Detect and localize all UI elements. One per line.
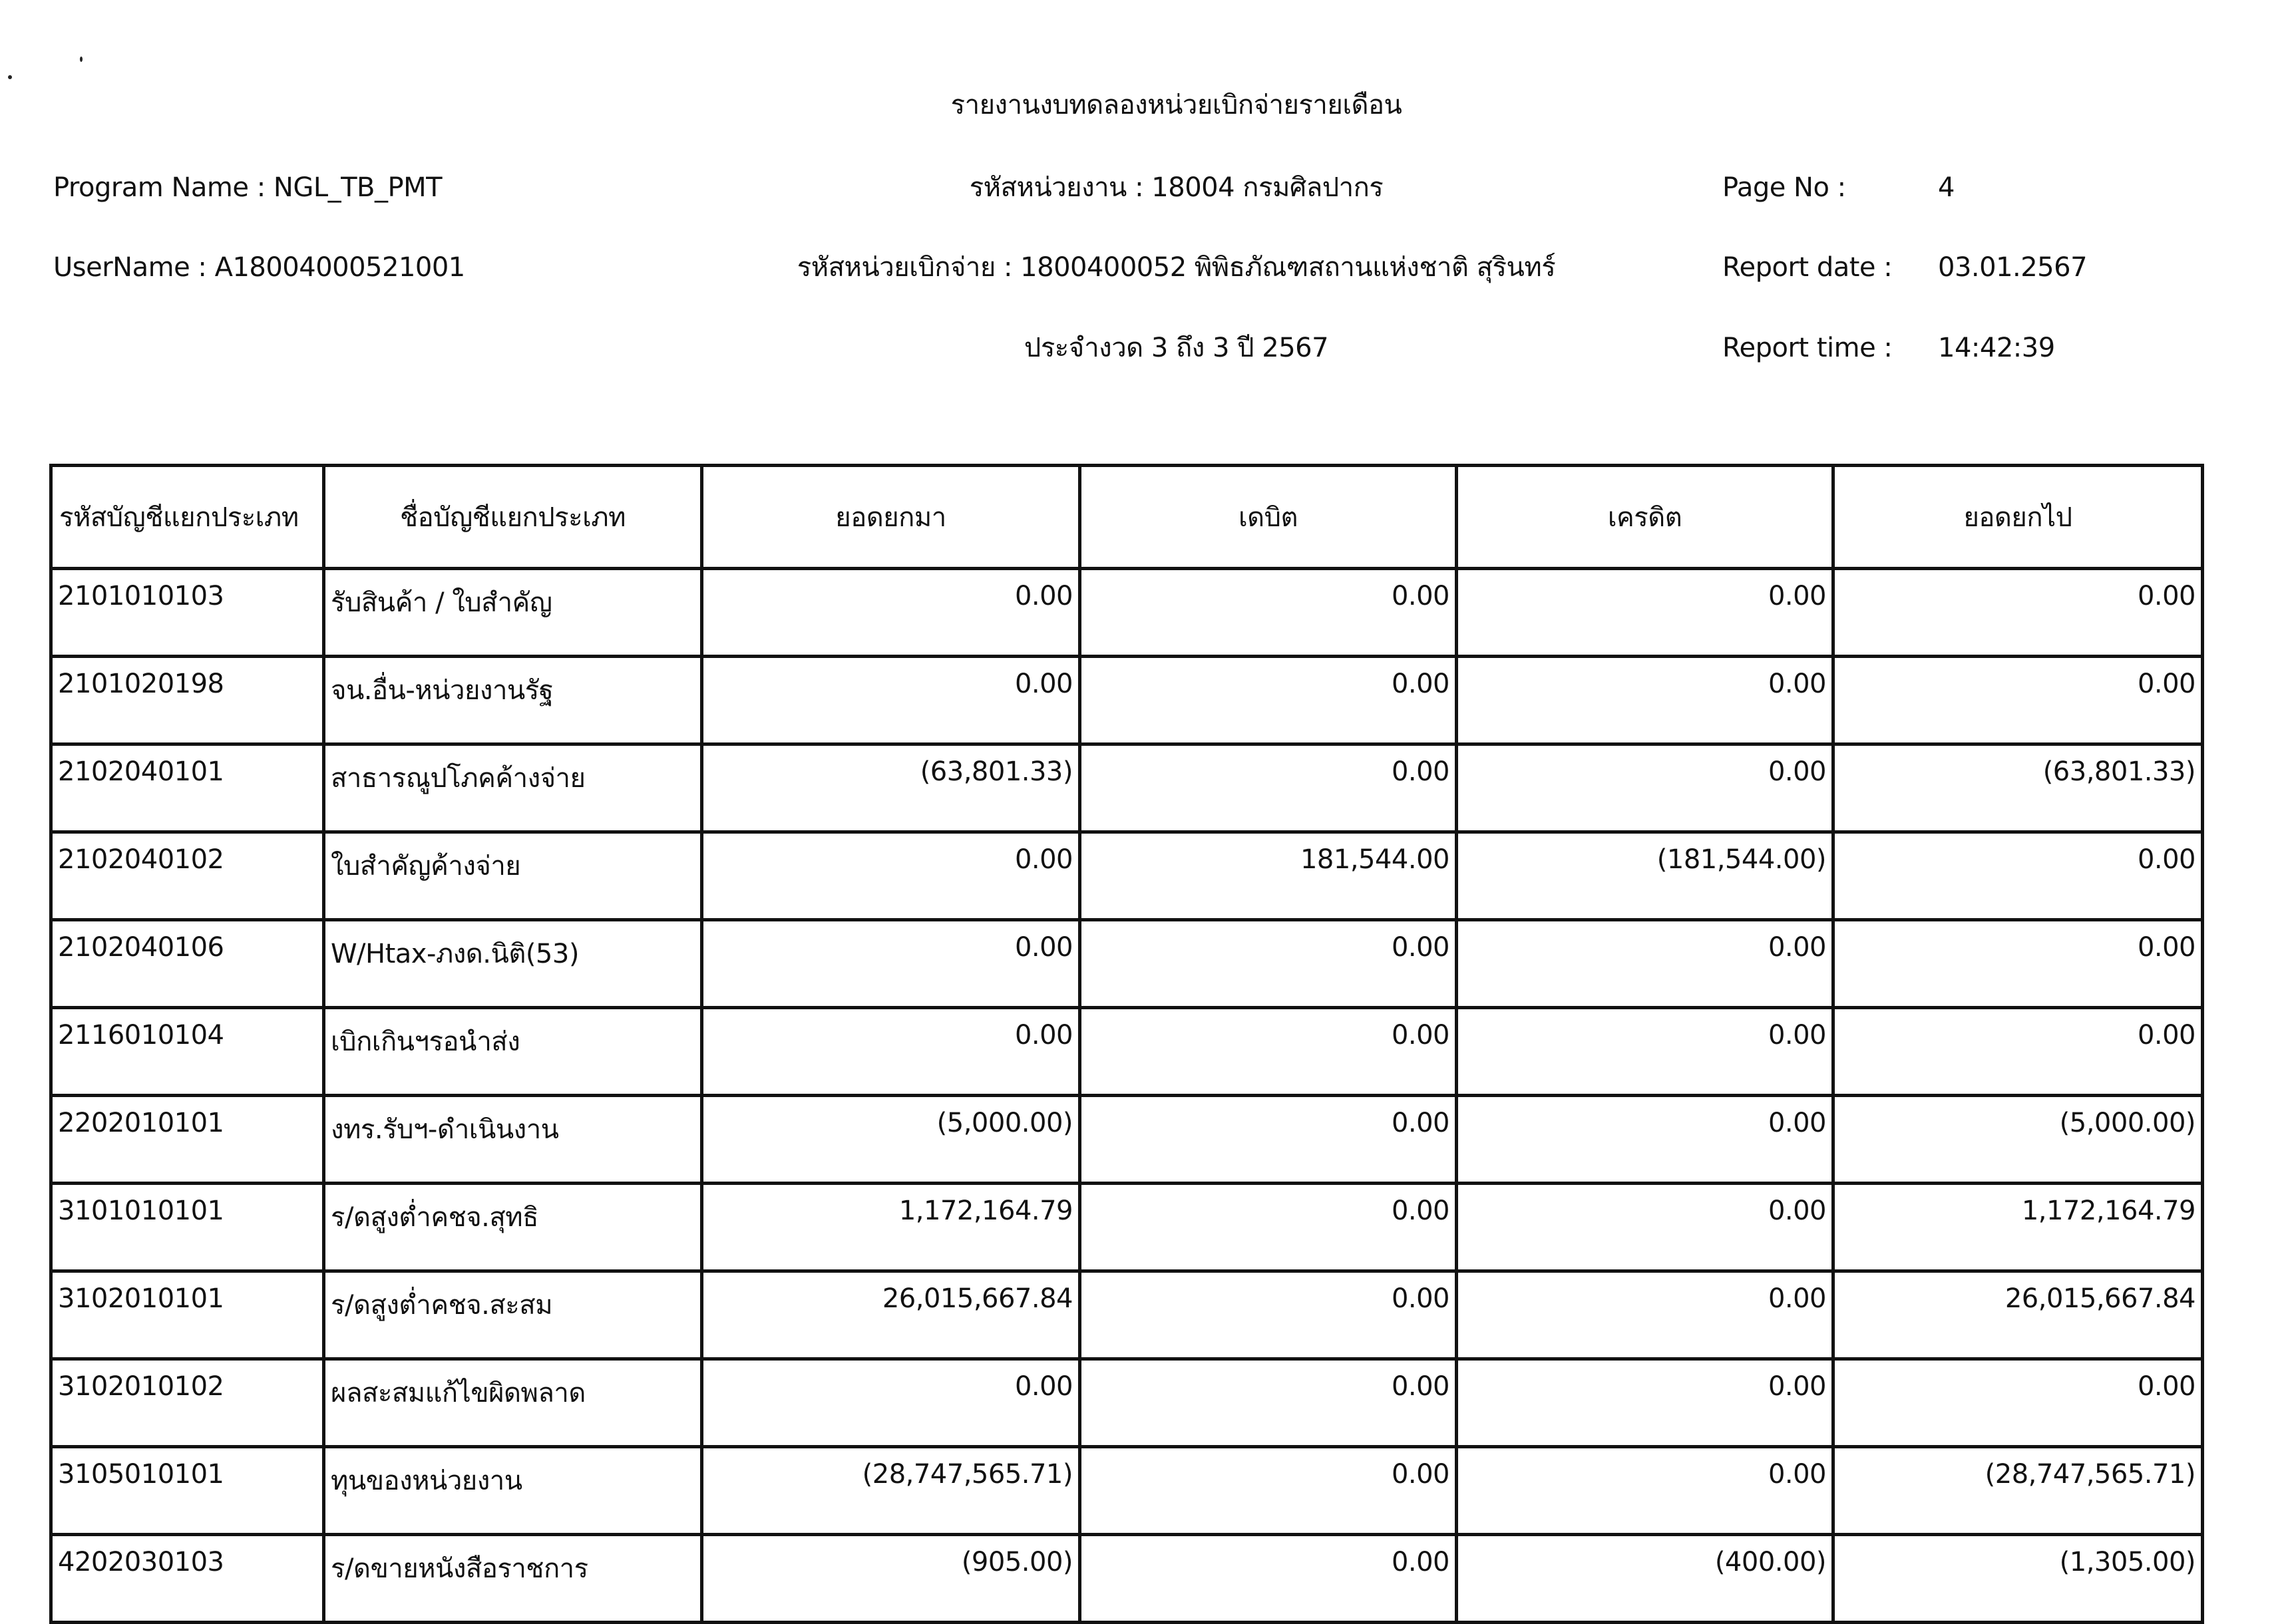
column-header-account-name: ชื่อบัญชีแยกประเภท — [324, 466, 702, 569]
account-name-cell: ผลสะสมแก้ไขผิดพลาด — [324, 1359, 702, 1447]
credit-cell: 0.00 — [1457, 1359, 1833, 1447]
column-header-account-code: รหัสบัญชีแยกประเภท — [51, 466, 324, 569]
brought-forward-cell: 0.00 — [702, 657, 1080, 744]
account-name-cell: จน.อื่น-หน่วยงานรัฐ — [324, 657, 702, 744]
account-name-cell: ร/ดสูงต่ำคชจ.สะสม — [324, 1271, 702, 1359]
table-row — [51, 1184, 2203, 1271]
brought-forward-cell: 0.00 — [702, 832, 1080, 920]
brought-forward-cell: (63,801.33) — [702, 744, 1080, 832]
column-header-credit: เครดิต — [1457, 466, 1833, 569]
table-row — [51, 920, 2203, 1008]
carried-forward-cell: 0.00 — [1833, 920, 2203, 1008]
debit-cell: 0.00 — [1080, 569, 1457, 657]
column-header-carried-forward: ยอดยกไป — [1833, 466, 2203, 569]
credit-cell: 0.00 — [1457, 569, 1833, 657]
debit-cell: 0.00 — [1080, 1447, 1457, 1535]
account-code-cell: 2102040102 — [51, 832, 324, 920]
credit-cell: 0.00 — [1457, 920, 1833, 1008]
table-row — [51, 1535, 2203, 1623]
carried-forward-cell: 0.00 — [1833, 832, 2203, 920]
debit-cell: 0.00 — [1080, 1096, 1457, 1184]
credit-cell: 0.00 — [1457, 1447, 1833, 1535]
table-row — [51, 1008, 2203, 1096]
program-name: Program Name : NGL_TB_PMT — [53, 172, 443, 203]
page-no-label: Page No : — [1722, 172, 1846, 203]
report-title: รายงานงบทดลองหน่วยเบิกจ่ายรายเดือน — [950, 90, 1402, 120]
column-header-brought-forward: ยอดยกมา — [702, 466, 1080, 569]
report-date-value: 03.01.2567 — [1938, 252, 2088, 283]
debit-cell: 0.00 — [1080, 1359, 1457, 1447]
account-code-cell: 2116010104 — [51, 1008, 324, 1096]
account-code-cell: 3101010101 — [51, 1184, 324, 1271]
account-name-cell: ร/ดขายหนังสือราชการ — [324, 1535, 702, 1623]
account-code-cell: 3105010101 — [51, 1447, 324, 1535]
report-time-value: 14:42:39 — [1938, 333, 2055, 363]
account-code-cell: 4202030103 — [51, 1535, 324, 1623]
credit-cell: 0.00 — [1457, 1096, 1833, 1184]
report-time-label: Report time : — [1722, 333, 1893, 363]
carried-forward-cell: 0.00 — [1833, 1008, 2203, 1096]
account-code-cell: 3102010102 — [51, 1359, 324, 1447]
carried-forward-cell: 0.00 — [1833, 569, 2203, 657]
column-header-debit: เดบิต — [1080, 466, 1457, 569]
account-name-cell: เบิกเกินฯรอนำส่ง — [324, 1008, 702, 1096]
debit-cell: 0.00 — [1080, 657, 1457, 744]
table-row — [51, 744, 2203, 832]
table-row — [51, 1359, 2203, 1447]
trial-balance-table — [49, 464, 2204, 1624]
page-no-value: 4 — [1938, 172, 1955, 203]
account-name-cell: W/Htax-ภงด.นิติ(53) — [324, 920, 702, 1008]
carried-forward-cell: (5,000.00) — [1833, 1096, 2203, 1184]
brought-forward-cell: 0.00 — [702, 920, 1080, 1008]
account-name-cell: งทร.รับฯ-ดำเนินงาน — [324, 1096, 702, 1184]
carried-forward-cell: 1,172,164.79 — [1833, 1184, 2203, 1271]
brought-forward-cell: (5,000.00) — [702, 1096, 1080, 1184]
debit-cell: 0.00 — [1080, 920, 1457, 1008]
account-code-cell: 3102010101 — [51, 1271, 324, 1359]
credit-cell: (400.00) — [1457, 1535, 1833, 1623]
table-row — [51, 657, 2203, 744]
agency-code: รหัสหน่วยงาน : 18004 กรมศิลปากร — [969, 172, 1384, 203]
brought-forward-cell: 0.00 — [702, 569, 1080, 657]
credit-cell: 0.00 — [1457, 1271, 1833, 1359]
account-code-cell: 2202010101 — [51, 1096, 324, 1184]
brought-forward-cell: 0.00 — [702, 1008, 1080, 1096]
table-row — [51, 569, 2203, 657]
account-name-cell: สาธารณูปโภคค้างจ่าย — [324, 744, 702, 832]
credit-cell: 0.00 — [1457, 1184, 1833, 1271]
scan-speck — [80, 57, 83, 62]
account-name-cell: ร/ดสูงต่ำคชจ.สุทธิ — [324, 1184, 702, 1271]
user-name: UserName : A18004000521001 — [53, 252, 465, 283]
carried-forward-cell: 0.00 — [1833, 1359, 2203, 1447]
account-code-cell: 2101020198 — [51, 657, 324, 744]
debit-cell: 0.00 — [1080, 1008, 1457, 1096]
credit-cell: (181,544.00) — [1457, 832, 1833, 920]
debit-cell: 181,544.00 — [1080, 832, 1457, 920]
carried-forward-cell: (63,801.33) — [1833, 744, 2203, 832]
table-row — [51, 1096, 2203, 1184]
table-header-row — [51, 466, 2203, 569]
scan-speck — [8, 75, 12, 79]
brought-forward-cell: 1,172,164.79 — [702, 1184, 1080, 1271]
debit-cell: 0.00 — [1080, 1535, 1457, 1623]
credit-cell: 0.00 — [1457, 744, 1833, 832]
account-code-cell: 2102040101 — [51, 744, 324, 832]
debit-cell: 0.00 — [1080, 744, 1457, 832]
account-code-cell: 2101010103 — [51, 569, 324, 657]
carried-forward-cell: 26,015,667.84 — [1833, 1271, 2203, 1359]
account-name-cell: ใบสำคัญค้างจ่าย — [324, 832, 702, 920]
disbursing-unit: รหัสหน่วยเบิกจ่าย : 1800400052 พิพิธภัณฑสถานแห่งชาติ สุรินทร์ — [797, 252, 1556, 283]
report-date-label: Report date : — [1722, 252, 1893, 283]
brought-forward-cell: 26,015,667.84 — [702, 1271, 1080, 1359]
account-code-cell: 2102040106 — [51, 920, 324, 1008]
debit-cell: 0.00 — [1080, 1271, 1457, 1359]
carried-forward-cell: 0.00 — [1833, 657, 2203, 744]
credit-cell: 0.00 — [1457, 1008, 1833, 1096]
carried-forward-cell: (28,747,565.71) — [1833, 1447, 2203, 1535]
report-period: ประจำงวด 3 ถึง 3 ปี 2567 — [1024, 333, 1329, 363]
table-row — [51, 1447, 2203, 1535]
brought-forward-cell: 0.00 — [702, 1359, 1080, 1447]
carried-forward-cell: (1,305.00) — [1833, 1535, 2203, 1623]
debit-cell: 0.00 — [1080, 1184, 1457, 1271]
account-name-cell: รับสินค้า / ใบสำคัญ — [324, 569, 702, 657]
brought-forward-cell: (28,747,565.71) — [702, 1447, 1080, 1535]
account-name-cell: ทุนของหน่วยงาน — [324, 1447, 702, 1535]
table-row — [51, 832, 2203, 920]
table-row — [51, 1271, 2203, 1359]
credit-cell: 0.00 — [1457, 657, 1833, 744]
brought-forward-cell: (905.00) — [702, 1535, 1080, 1623]
